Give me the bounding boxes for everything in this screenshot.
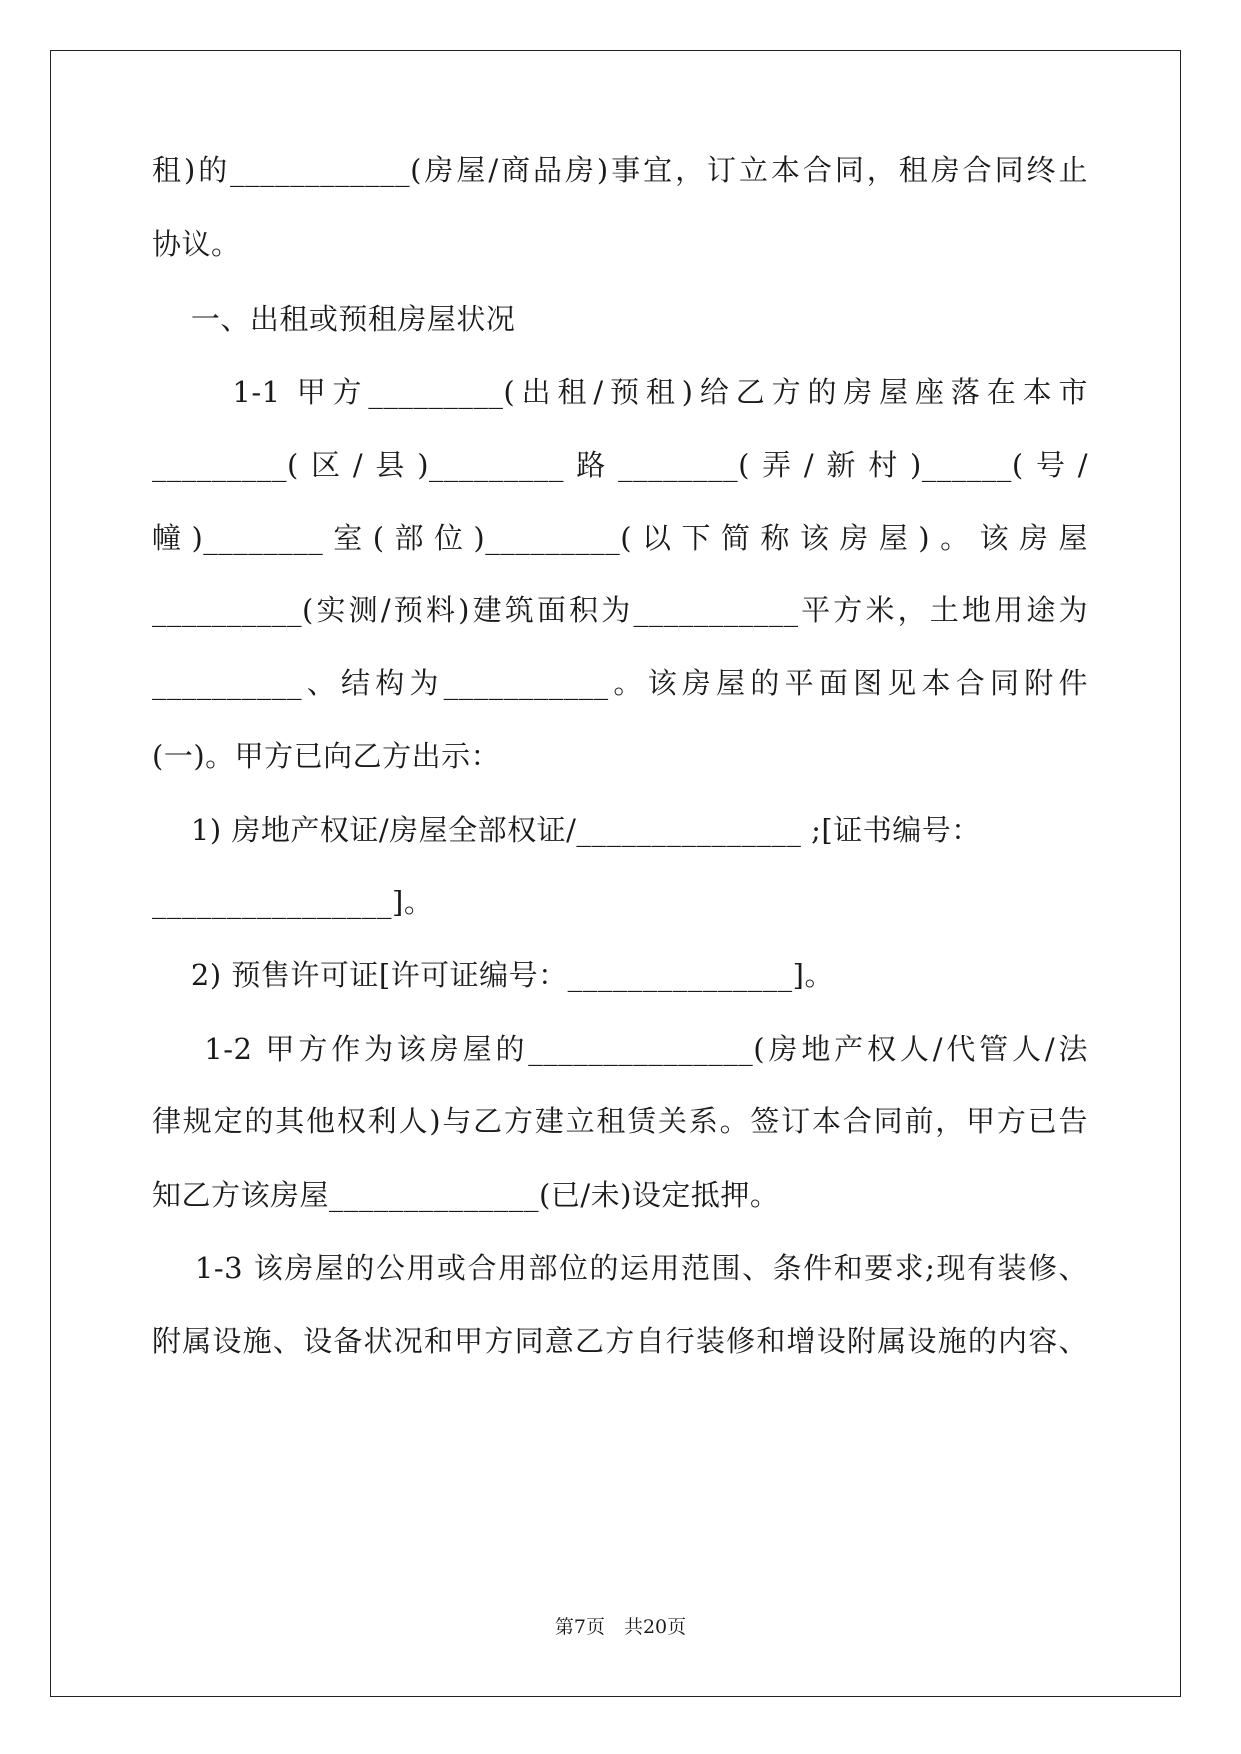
text-line: 1-3 该房屋的公用或合用部位的运用范围、条件和要求;现有装修、 bbox=[152, 1251, 1088, 1285]
text-line: 1-2 甲方作为该房屋的_______________(房地产权人/代管人/法 bbox=[152, 1032, 1088, 1066]
text-line: 幢)________室(部位)_________(以下简称该房屋)。该房屋 bbox=[152, 521, 1088, 555]
page-border bbox=[50, 50, 1181, 1697]
text-line: __________、结构为___________。该房屋的平面图见本合同附件 bbox=[152, 666, 1088, 700]
text-line: ________________]。 bbox=[152, 885, 434, 919]
text-line: 租)的____________(房屋/商品房)事宜，订立本合同，租房合同终止 bbox=[152, 153, 1088, 187]
section-heading: 一、出租或预租房屋状况 bbox=[152, 302, 516, 336]
text-line: 律规定的其他权利人)与乙方建立租赁关系。签订本合同前，甲方已告 bbox=[152, 1104, 1088, 1138]
text-line: 1) 房地产权证/房屋全部权证/_______________ ;[证书编号： bbox=[152, 813, 981, 847]
text-line: _________(区/县)_________路________(弄/新村)______(号/ bbox=[152, 448, 1088, 482]
text-line: 附属设施、设备状况和甲方同意乙方自行装修和增设附属设施的内容、 bbox=[152, 1324, 1088, 1358]
text-line: 2) 预售许可证[许可证编号：_______________]。 bbox=[152, 958, 834, 992]
text-line: 知乙方该房屋______________(已/未)设定抵押。 bbox=[152, 1178, 780, 1212]
page-number-footer: 第7页 共20页 bbox=[554, 1616, 687, 1638]
text-line: 1-1 甲方_________(出租/预租)给乙方的房屋座落在本市 bbox=[152, 375, 1088, 409]
text-line: __________(实测/预料)建筑面积为___________平方米，土地用途为 bbox=[152, 593, 1088, 627]
text-line: (一)。甲方已向乙方出示： bbox=[152, 739, 501, 773]
text-line: 协议。 bbox=[152, 227, 241, 261]
